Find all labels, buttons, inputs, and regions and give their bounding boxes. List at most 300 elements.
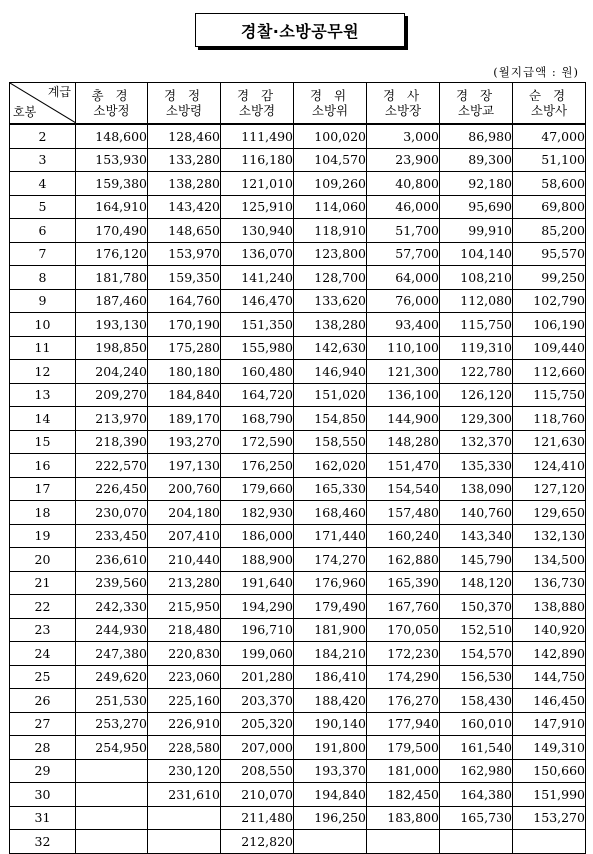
pay-cell: 57,700 xyxy=(367,242,440,266)
step-cell: 3 xyxy=(10,148,76,172)
pay-cell: 135,330 xyxy=(440,454,513,478)
pay-cell: 23,900 xyxy=(367,148,440,172)
pay-cell: 104,570 xyxy=(294,148,367,172)
pay-cell: 146,450 xyxy=(513,689,586,713)
pay-cell: 179,660 xyxy=(221,477,294,501)
pay-cell: 170,190 xyxy=(148,313,221,337)
step-cell: 13 xyxy=(10,383,76,407)
pay-cell: 154,540 xyxy=(367,477,440,501)
table-row xyxy=(10,501,586,525)
rank-header xyxy=(440,83,513,125)
step-cell: 2 xyxy=(10,124,76,148)
pay-cell: 108,210 xyxy=(440,266,513,290)
pay-cell: 176,960 xyxy=(294,571,367,595)
pay-cell: 168,790 xyxy=(221,407,294,431)
pay-cell: 148,600 xyxy=(76,124,148,148)
table-row xyxy=(10,195,586,219)
pay-cell: 3,000 xyxy=(367,124,440,148)
step-cell: 28 xyxy=(10,736,76,760)
pay-cell: 148,280 xyxy=(367,430,440,454)
pay-cell: 142,630 xyxy=(294,336,367,360)
pay-cell: 109,440 xyxy=(513,336,586,360)
pay-cell: 125,910 xyxy=(221,195,294,219)
pay-cell: 99,910 xyxy=(440,219,513,243)
table-row xyxy=(10,172,586,196)
pay-cell: 110,100 xyxy=(367,336,440,360)
pay-cell: 121,010 xyxy=(221,172,294,196)
step-cell: 27 xyxy=(10,712,76,736)
rank-fire: 소방사 xyxy=(530,103,568,118)
pay-cell: 207,410 xyxy=(148,524,221,548)
pay-cell: 208,550 xyxy=(221,759,294,783)
pay-cell: 203,370 xyxy=(221,689,294,713)
rank-fire: 소방경 xyxy=(238,103,276,118)
pay-cell: 197,130 xyxy=(148,454,221,478)
pay-cell: 183,800 xyxy=(367,806,440,830)
pay-cell: 126,120 xyxy=(440,383,513,407)
pay-cell: 209,270 xyxy=(76,383,148,407)
pay-cell: 204,240 xyxy=(76,360,148,384)
pay-cell: 99,250 xyxy=(513,266,586,290)
pay-cell: 218,480 xyxy=(148,618,221,642)
pay-cell: 115,750 xyxy=(513,383,586,407)
pay-cell: 100,020 xyxy=(294,124,367,148)
step-cell: 15 xyxy=(10,430,76,454)
pay-cell: 233,450 xyxy=(76,524,148,548)
rank-header xyxy=(148,83,221,125)
pay-cell: 231,610 xyxy=(148,783,221,807)
pay-cell: 156,530 xyxy=(440,665,513,689)
pay-cell: 140,920 xyxy=(513,618,586,642)
pay-cell: 179,500 xyxy=(367,736,440,760)
pay-cell: 223,060 xyxy=(148,665,221,689)
table-row xyxy=(10,689,586,713)
pay-cell: 119,310 xyxy=(440,336,513,360)
pay-cell: 153,970 xyxy=(148,242,221,266)
rank-header xyxy=(367,83,440,125)
pay-cell: 114,060 xyxy=(294,195,367,219)
rank-police: 경 위 xyxy=(309,88,351,103)
pay-cell: 186,410 xyxy=(294,665,367,689)
pay-cell: 95,690 xyxy=(440,195,513,219)
pay-cell: 186,000 xyxy=(221,524,294,548)
pay-cell: 181,780 xyxy=(76,266,148,290)
rank-fire: 소방정 xyxy=(93,103,130,118)
pay-cell: 205,320 xyxy=(221,712,294,736)
pay-cell: 189,170 xyxy=(148,407,221,431)
table-row xyxy=(10,830,586,854)
pay-cell: 164,720 xyxy=(221,383,294,407)
pay-cell xyxy=(76,759,148,783)
step-cell: 7 xyxy=(10,242,76,266)
pay-cell: 51,700 xyxy=(367,219,440,243)
pay-cell: 242,330 xyxy=(76,595,148,619)
pay-cell: 153,270 xyxy=(513,806,586,830)
pay-cell: 228,580 xyxy=(148,736,221,760)
rank-police: 경 정 xyxy=(163,88,205,103)
pay-cell: 181,000 xyxy=(367,759,440,783)
pay-cell: 176,120 xyxy=(76,242,148,266)
pay-cell: 133,620 xyxy=(294,289,367,313)
pay-cell: 136,100 xyxy=(367,383,440,407)
pay-cell: 146,470 xyxy=(221,289,294,313)
pay-cell: 165,330 xyxy=(294,477,367,501)
pay-cell: 177,940 xyxy=(367,712,440,736)
step-cell: 14 xyxy=(10,407,76,431)
pay-cell: 249,620 xyxy=(76,665,148,689)
pay-cell: 140,760 xyxy=(440,501,513,525)
pay-cell: 109,260 xyxy=(294,172,367,196)
pay-cell: 142,890 xyxy=(513,642,586,666)
rank-fire: 소방령 xyxy=(165,103,203,118)
pay-cell: 236,610 xyxy=(76,548,148,572)
pay-cell: 164,910 xyxy=(76,195,148,219)
step-cell: 22 xyxy=(10,595,76,619)
step-cell: 30 xyxy=(10,783,76,807)
pay-cell: 162,880 xyxy=(367,548,440,572)
pay-cell: 121,630 xyxy=(513,430,586,454)
pay-cell: 129,650 xyxy=(513,501,586,525)
table-row xyxy=(10,571,586,595)
table-row xyxy=(10,618,586,642)
pay-cell: 102,790 xyxy=(513,289,586,313)
pay-cell: 133,280 xyxy=(148,148,221,172)
pay-cell: 184,840 xyxy=(148,383,221,407)
grade-label: 계급 xyxy=(47,85,71,99)
table-row xyxy=(10,454,586,478)
pay-cell: 95,570 xyxy=(513,242,586,266)
rank-fire: 소방위 xyxy=(311,103,349,118)
pay-cell: 115,750 xyxy=(440,313,513,337)
pay-cell: 213,280 xyxy=(148,571,221,595)
table-row xyxy=(10,783,586,807)
pay-cell: 160,480 xyxy=(221,360,294,384)
pay-cell: 193,130 xyxy=(76,313,148,337)
pay-cell: 128,460 xyxy=(148,124,221,148)
table-row xyxy=(10,242,586,266)
pay-cell: 254,950 xyxy=(76,736,148,760)
pay-cell: 51,100 xyxy=(513,148,586,172)
pay-cell: 164,760 xyxy=(148,289,221,313)
pay-cell: 182,450 xyxy=(367,783,440,807)
pay-cell: 176,270 xyxy=(367,689,440,713)
pay-cell xyxy=(76,806,148,830)
pay-cell: 136,070 xyxy=(221,242,294,266)
pay-cell: 152,510 xyxy=(440,618,513,642)
pay-cell xyxy=(76,783,148,807)
pay-cell: 122,780 xyxy=(440,360,513,384)
pay-cell: 132,370 xyxy=(440,430,513,454)
pay-cell: 210,440 xyxy=(148,548,221,572)
pay-cell: 86,980 xyxy=(440,124,513,148)
pay-cell: 213,970 xyxy=(76,407,148,431)
pay-cell: 130,940 xyxy=(221,219,294,243)
pay-cell: 210,070 xyxy=(221,783,294,807)
pay-cell: 138,090 xyxy=(440,477,513,501)
pay-cell: 190,140 xyxy=(294,712,367,736)
pay-cell: 134,500 xyxy=(513,548,586,572)
pay-cell: 143,340 xyxy=(440,524,513,548)
step-cell: 11 xyxy=(10,336,76,360)
pay-cell xyxy=(294,830,367,854)
pay-cell: 193,270 xyxy=(148,430,221,454)
pay-cell: 136,730 xyxy=(513,571,586,595)
pay-cell xyxy=(367,830,440,854)
pay-cell: 226,450 xyxy=(76,477,148,501)
rank-police: 경 사 xyxy=(382,88,424,103)
pay-cell: 145,790 xyxy=(440,548,513,572)
pay-cell: 244,930 xyxy=(76,618,148,642)
rank-header xyxy=(513,83,586,125)
pay-cell: 141,240 xyxy=(221,266,294,290)
pay-cell: 112,080 xyxy=(440,289,513,313)
step-cell: 9 xyxy=(10,289,76,313)
pay-cell: 123,800 xyxy=(294,242,367,266)
pay-cell: 181,900 xyxy=(294,618,367,642)
pay-cell xyxy=(440,830,513,854)
pay-cell: 194,840 xyxy=(294,783,367,807)
table-row xyxy=(10,759,586,783)
pay-cell: 171,440 xyxy=(294,524,367,548)
pay-cell: 138,280 xyxy=(148,172,221,196)
step-label: 호봉 xyxy=(13,105,37,119)
step-cell: 19 xyxy=(10,524,76,548)
rank-police: 총 경 xyxy=(91,88,132,103)
corner-header xyxy=(10,83,76,125)
pay-cell: 138,880 xyxy=(513,595,586,619)
pay-cell: 144,900 xyxy=(367,407,440,431)
pay-cell: 226,910 xyxy=(148,712,221,736)
rank-header xyxy=(221,83,294,125)
pay-cell: 218,390 xyxy=(76,430,148,454)
table-row xyxy=(10,548,586,572)
table-row xyxy=(10,642,586,666)
pay-cell: 164,380 xyxy=(440,783,513,807)
pay-cell: 150,660 xyxy=(513,759,586,783)
table-row xyxy=(10,524,586,548)
pay-cell: 154,570 xyxy=(440,642,513,666)
rank-header xyxy=(294,83,367,125)
pay-cell: 116,180 xyxy=(221,148,294,172)
pay-cell xyxy=(76,830,148,854)
step-cell: 16 xyxy=(10,454,76,478)
pay-cell: 154,850 xyxy=(294,407,367,431)
pay-cell: 180,180 xyxy=(148,360,221,384)
pay-cell: 161,540 xyxy=(440,736,513,760)
step-cell: 10 xyxy=(10,313,76,337)
pay-cell: 179,490 xyxy=(294,595,367,619)
table-row xyxy=(10,430,586,454)
pay-cell: 112,660 xyxy=(513,360,586,384)
table-row xyxy=(10,360,586,384)
table-row xyxy=(10,266,586,290)
pay-cell: 191,800 xyxy=(294,736,367,760)
rank-police: 순 경 xyxy=(528,88,570,103)
table-row xyxy=(10,477,586,501)
step-cell: 17 xyxy=(10,477,76,501)
pay-cell: 106,190 xyxy=(513,313,586,337)
pay-cell: 85,200 xyxy=(513,219,586,243)
pay-cell: 174,270 xyxy=(294,548,367,572)
pay-cell: 212,820 xyxy=(221,830,294,854)
rank-header xyxy=(76,83,148,125)
step-cell: 8 xyxy=(10,266,76,290)
pay-cell: 194,290 xyxy=(221,595,294,619)
pay-cell: 144,750 xyxy=(513,665,586,689)
step-cell: 4 xyxy=(10,172,76,196)
pay-cell: 165,390 xyxy=(367,571,440,595)
step-cell: 32 xyxy=(10,830,76,854)
pay-cell: 76,000 xyxy=(367,289,440,313)
table-row xyxy=(10,336,586,360)
pay-cell: 158,550 xyxy=(294,430,367,454)
unit-note: (월지급액 : 원) xyxy=(493,65,579,79)
step-cell: 31 xyxy=(10,806,76,830)
pay-cell: 118,760 xyxy=(513,407,586,431)
pay-cell: 251,530 xyxy=(76,689,148,713)
pay-cell: 118,910 xyxy=(294,219,367,243)
pay-cell: 230,120 xyxy=(148,759,221,783)
pay-cell: 167,760 xyxy=(367,595,440,619)
step-cell: 26 xyxy=(10,689,76,713)
step-cell: 18 xyxy=(10,501,76,525)
pay-cell: 160,240 xyxy=(367,524,440,548)
pay-cell: 188,900 xyxy=(221,548,294,572)
step-cell: 24 xyxy=(10,642,76,666)
pay-cell: 149,310 xyxy=(513,736,586,760)
pay-cell: 143,420 xyxy=(148,195,221,219)
pay-cell: 196,250 xyxy=(294,806,367,830)
pay-cell: 146,940 xyxy=(294,360,367,384)
pay-table-body xyxy=(10,124,586,853)
step-cell: 23 xyxy=(10,618,76,642)
step-cell: 21 xyxy=(10,571,76,595)
pay-cell: 150,370 xyxy=(440,595,513,619)
pay-cell: 151,020 xyxy=(294,383,367,407)
pay-cell: 165,730 xyxy=(440,806,513,830)
table-row xyxy=(10,806,586,830)
pay-cell xyxy=(148,830,221,854)
step-cell: 6 xyxy=(10,219,76,243)
table-row xyxy=(10,313,586,337)
pay-cell: 47,000 xyxy=(513,124,586,148)
step-cell: 25 xyxy=(10,665,76,689)
pay-cell: 148,120 xyxy=(440,571,513,595)
pay-cell xyxy=(148,806,221,830)
pay-cell: 148,650 xyxy=(148,219,221,243)
pay-cell: 172,230 xyxy=(367,642,440,666)
pay-cell: 222,570 xyxy=(76,454,148,478)
pay-cell: 196,710 xyxy=(221,618,294,642)
pay-cell: 239,560 xyxy=(76,571,148,595)
pay-cell: 104,140 xyxy=(440,242,513,266)
pay-cell: 111,490 xyxy=(221,124,294,148)
step-cell: 29 xyxy=(10,759,76,783)
pay-cell: 162,980 xyxy=(440,759,513,783)
pay-cell: 176,250 xyxy=(221,454,294,478)
pay-cell: 69,800 xyxy=(513,195,586,219)
pay-cell: 225,160 xyxy=(148,689,221,713)
pay-cell: 151,470 xyxy=(367,454,440,478)
pay-cell: 151,350 xyxy=(221,313,294,337)
pay-cell: 175,280 xyxy=(148,336,221,360)
pay-cell: 198,850 xyxy=(76,336,148,360)
pay-cell: 147,910 xyxy=(513,712,586,736)
pay-cell: 40,800 xyxy=(367,172,440,196)
pay-cell: 151,990 xyxy=(513,783,586,807)
pay-cell: 215,950 xyxy=(148,595,221,619)
pay-cell: 93,400 xyxy=(367,313,440,337)
pay-cell: 46,000 xyxy=(367,195,440,219)
pay-cell: 158,430 xyxy=(440,689,513,713)
pay-cell: 64,000 xyxy=(367,266,440,290)
pay-cell: 127,120 xyxy=(513,477,586,501)
pay-cell: 201,280 xyxy=(221,665,294,689)
table-row xyxy=(10,665,586,689)
pay-cell: 199,060 xyxy=(221,642,294,666)
pay-cell: 159,380 xyxy=(76,172,148,196)
page-title: 경찰·소방공무원 xyxy=(195,13,405,47)
pay-cell: 170,490 xyxy=(76,219,148,243)
pay-cell: 155,980 xyxy=(221,336,294,360)
pay-cell: 187,460 xyxy=(76,289,148,313)
pay-cell: 200,760 xyxy=(148,477,221,501)
rank-fire: 소방장 xyxy=(384,103,422,118)
pay-cell: 129,300 xyxy=(440,407,513,431)
pay-cell: 191,640 xyxy=(221,571,294,595)
table-row xyxy=(10,383,586,407)
pay-cell: 188,420 xyxy=(294,689,367,713)
table-row xyxy=(10,219,586,243)
rank-police: 경 장 xyxy=(455,88,497,103)
rank-fire: 소방교 xyxy=(457,103,495,118)
step-cell: 20 xyxy=(10,548,76,572)
pay-cell: 182,930 xyxy=(221,501,294,525)
pay-cell: 220,830 xyxy=(148,642,221,666)
pay-cell: 207,000 xyxy=(221,736,294,760)
pay-cell: 184,210 xyxy=(294,642,367,666)
pay-cell: 174,290 xyxy=(367,665,440,689)
pay-cell: 160,010 xyxy=(440,712,513,736)
table-row xyxy=(10,712,586,736)
pay-cell: 193,370 xyxy=(294,759,367,783)
step-cell: 5 xyxy=(10,195,76,219)
pay-cell: 58,600 xyxy=(513,172,586,196)
table-row xyxy=(10,407,586,431)
pay-cell: 89,300 xyxy=(440,148,513,172)
pay-cell: 128,700 xyxy=(294,266,367,290)
table-row xyxy=(10,124,586,148)
table-row xyxy=(10,736,586,760)
pay-cell: 92,180 xyxy=(440,172,513,196)
pay-cell: 159,350 xyxy=(148,266,221,290)
pay-cell: 172,590 xyxy=(221,430,294,454)
pay-cell: 132,130 xyxy=(513,524,586,548)
table-row xyxy=(10,289,586,313)
step-cell: 12 xyxy=(10,360,76,384)
header-row xyxy=(10,83,586,125)
table-row xyxy=(10,595,586,619)
pay-cell: 138,280 xyxy=(294,313,367,337)
pay-cell: 204,180 xyxy=(148,501,221,525)
pay-cell: 211,480 xyxy=(221,806,294,830)
pay-cell: 230,070 xyxy=(76,501,148,525)
pay-cell: 157,480 xyxy=(367,501,440,525)
rank-police: 경 감 xyxy=(236,88,278,103)
pay-table xyxy=(9,82,586,854)
pay-cell: 253,270 xyxy=(76,712,148,736)
pay-cell: 162,020 xyxy=(294,454,367,478)
